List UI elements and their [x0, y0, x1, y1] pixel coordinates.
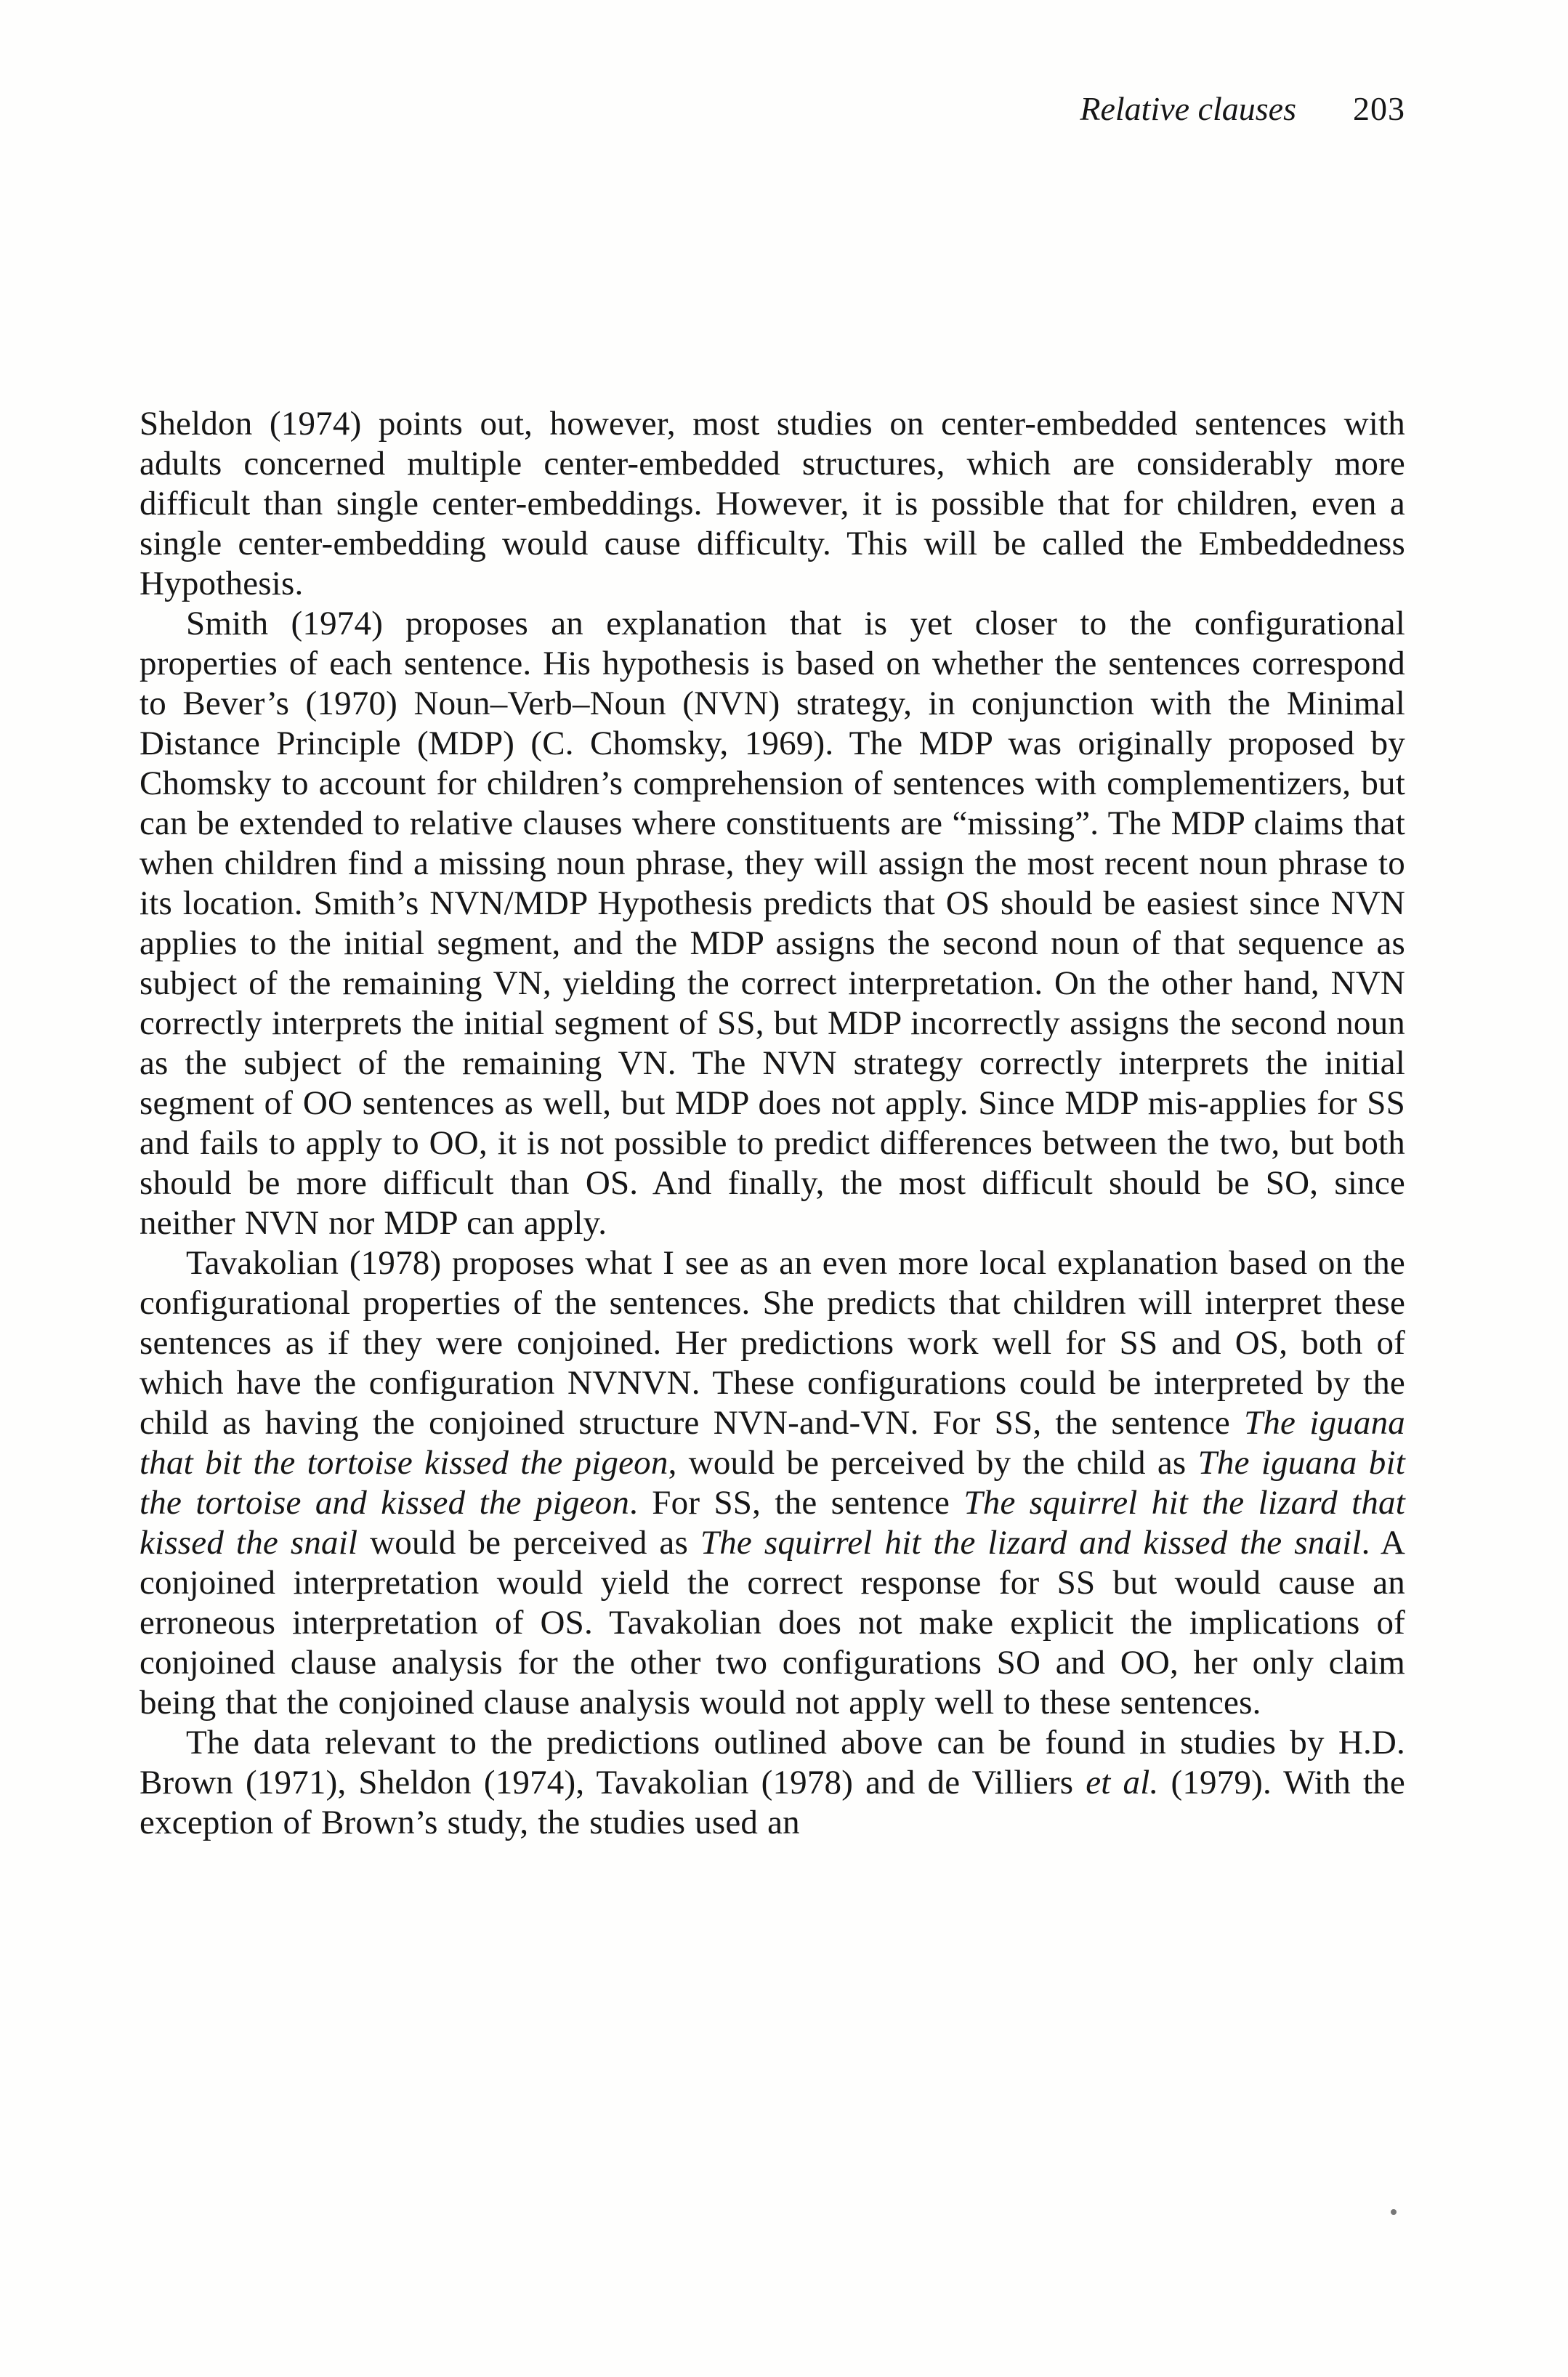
- paragraph-smith-nvn-mdp: Smith (1974) proposes an explanation that is yet closer to the configurational properties of each sentence. His hypothesis is based on whether the sentences correspond to Bever’s (1970) Noun–Verb–Noun (NVN) strategy, in conjunction with the Minimal Distance Principle (MDP) (C. Chomsky, 1969). The MDP was originally proposed by Chomsky to account for children’s comprehension of sentences with complementizers, but can be extended to relative clauses where constituents are “missing”. The MDP claims that when children find a missing noun phrase, they will assign the most recent noun phrase to its location. Smith’s NVN/MDP Hypothesis predicts that OS should be easiest since NVN applies to the initial segment, and the MDP assigns the second noun of that sequence as subject of the remaining VN, yielding the correct interpretation. On the other hand, NVN correctly interprets the initial segment of SS, but MDP incorrectly assigns the second noun as the subject of the remaining VN. The NVN strategy correctly interprets the initial segment of OO sentences as well, but MDP does not apply. Since MDP mis-applies for SS and fails to apply to OO, it is not possible to predict differences between the two, but both should be more difficult than OS. And finally, the most difficult should be SO, since neither NVN nor MDP can apply.: [140, 605, 1405, 1242]
- running-head: [140, 89, 1405, 129]
- paragraph-tavakolian-conjoined: Tavakolian (1978) proposes what I see as an even more local explanation based on the configurational properties of the sentences. She predicts that children will interpret these sentences as if they were conjoined. Her predictions work well for SS and OS, both of which have the configuration NVNVN. These configurations could be interpreted by the child as having the conjoined structure NVN-and-VN. For SS, the sentence The iguana that bit the tortoise kissed the pigeon, would be perceived by the child as The iguana bit the tortoise and kissed the pigeon. For SS, the sentence The squirrel hit the lizard that kissed the snail would be perceived as The squirrel hit the lizard and kissed the snail. A conjoined interpretation would yield the correct response for SS but would cause an erroneous interpretation of OS. Tavakolian does not make explicit the implications of conjoined clause analysis for the other two configurations SO and OO, her only claim being that the conjoined clause analysis would not apply well to these sentences.: [140, 1244, 1405, 1722]
- running-head-title: Relative clauses: [1080, 90, 1296, 127]
- text-block: [140, 404, 1405, 1843]
- page-number: 203: [1353, 90, 1405, 127]
- paragraph-embeddedness-hypothesis: Sheldon (1974) points out, however, most studies on center-embedded sentences with adults concerned multiple center-embedded structures, which are considerably more difficult than single center-embeddings. However, it is possible that for children, even a single center-embedding would cause difficulty. This will be called the Embeddedness Hypothesis.: [140, 405, 1405, 602]
- paragraph-data-relevant-studies: The data relevant to the predictions outlined above can be found in studies by H.D. Brown (1971), Sheldon (1974), Tavakolian (1978) and de Villiers et al. (1979). With the exception of Brown’s study, the studies used an: [140, 1724, 1405, 1841]
- scan-artifact-dot: [1391, 2209, 1397, 2215]
